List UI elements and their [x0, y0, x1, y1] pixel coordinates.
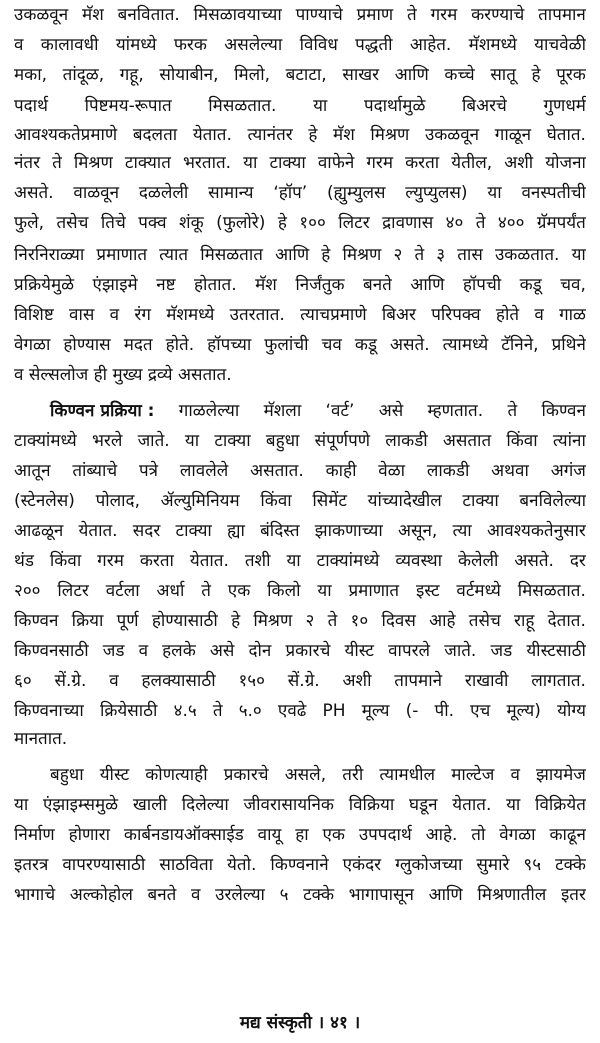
text-line: किण्वनाच्या क्रियेसाठी ४.५ ते ५.० एवढे PH मूल्य (- पी. एच मूल्य) योग्य: [14, 701, 586, 721]
text-line: (स्टेनलेस) पोलाद, ॲल्युमिनियम किंवा सिमेंट यांच्यादेखील टाक्या बनविलेल्या: [14, 491, 586, 511]
section-heading: किण्वन प्रक्रिया :: [50, 401, 155, 421]
text-line: प्रक्रियेमुळे एंझाइमे नष्ट होतात. मॅश निर्जंतुक बनते आणि हॉपची कडू चव,: [14, 275, 586, 295]
text-line: वेगळा होण्यास मदत होते. हॉपच्या फुलांची चव कडू असते. त्यामध्ये टॅनिने, प्रथिने: [14, 335, 586, 355]
text-line: आतून तांब्याचे पत्रे लावलेले असतात. काही वेळा लाकडी अथवा अगंज: [14, 461, 586, 481]
text-line: आवश्यकतेप्रमाणे बदलता येतात. त्यानंतर हे मॅश मिश्रण उकळवून गाळून घेतात.: [14, 125, 586, 145]
text-line: असते. वाळवून दळलेली सामान्य ‘हॉप’ (ह्युम्युलस ल्युप्युलस) या वनस्पतीची: [14, 183, 586, 203]
text-line: नंतर ते मिश्रण टाक्यात भरतात. या टाक्या वाफेने गरम करता येतील, अशी योजना: [14, 153, 586, 173]
text-line: निरनिराळ्या प्रमाणात त्यात मिसळतात आणि हे मिश्रण २ ते ३ तास उकळतात. या: [14, 245, 586, 265]
text-line: टाक्यांमध्ये भरले जाते. या टाक्या बहुधा संपूर्णपणे लाकडी असतात किंवा त्यांना: [14, 431, 586, 451]
text-line: मका, तांदूळ, गहू, सोयाबीन, मिलो, बटाटा, साखर आणि कच्चे सातू हे पूरक: [14, 65, 586, 85]
text-line: व सेल्सलोज ही मुख्य द्रव्ये असतात.: [14, 365, 232, 385]
text-line: किण्वन क्रिया पूर्ण होण्यासाठी हे मिश्रण २ ते १० दिवस आहे तसेच राहू देतात.: [14, 611, 586, 631]
text-line: आढळून येतात. सदर टाक्या ह्या बंदिस्त झाकणाच्या असून, त्या आवश्यकतेनुसार: [14, 521, 586, 541]
text-line: इतरत्र वापरण्यासाठी साठविता येतो. किण्वनाने एकंदर ग्लुकोजच्या सुमारे ९५ टक्के: [14, 855, 586, 875]
text-line: २०० लिटर वर्टला अर्धा ते एक किलो या प्रमाणात इस्ट वर्टमध्ये मिसळतात.: [14, 581, 586, 601]
text-line: निर्माण होणारा कार्बनडायऑक्साईड वायू हा एक उपपदार्थ आहे. तो वेगळा काढून: [14, 825, 586, 845]
text-line: व कालावधी यांमध्ये फरक असलेल्या विविध पद्धती आहेत. मॅशमध्ये याचवेळी: [14, 35, 586, 55]
text-line: फुले, तसेच तिचे पक्व शंकू (फुलोरे) हे १०० लिटर द्रावणास ४० ते ४०० ग्रॅमपर्यंत: [14, 213, 586, 233]
text-line: ६० सें.ग्रे. व हलक्यासाठी १५० सें.ग्रे. अशी तापमाने राखावी लागतात.: [14, 671, 586, 691]
text-line: मानतात.: [14, 729, 68, 749]
section-heading-line: किण्वन प्रक्रिया : गाळलेल्या मॅशला ‘वर्ट’ असे म्हणतात. ते किण्वन: [14, 396, 586, 426]
text-line: उकळवून मॅश बनवितात. मिसळावयाच्या पाण्याचे प्रमाण ते गरम करण्याचे तापमान: [14, 5, 586, 25]
text-line: किण्वनसाठी जड व हलके असे दोन प्रकारचे यीस्ट वापरले जाते. जड यीस्टसाठी: [14, 641, 586, 661]
text-line: विशिष्ट वास व रंग मॅशमध्ये उतरतात. त्याचप्रमाणे बिअर परिपक्व होते व गाळ: [14, 305, 586, 325]
text-line: या एंझाइम्समुळे खाली दिलेल्या जीवरासायनिक विक्रिया घडून येतात. या विक्रियेत: [14, 795, 586, 815]
text-line: पदार्थ पिष्टमय-रूपात मिसळतात. या पदार्थामुळे बिअरचे गुणधर्म: [14, 96, 586, 116]
page-footer: मद्य संस्कृती । ४१ ।: [239, 1013, 361, 1033]
text-line: थंड किंवा गरम करता येतात. तशी या टाक्यांमध्ये व्यवस्था केलेली असते. दर: [14, 551, 586, 571]
text-line: बहुधा यीस्ट कोणत्याही प्रकारचे असले, तरी त्यामधील माल्टेज व झायमेज: [50, 765, 586, 785]
text-line: भागाचे अल्कोहोल बनते व उरलेल्या ५ टक्के भागापासून आणि मिश्रणातील इतर: [14, 885, 586, 905]
